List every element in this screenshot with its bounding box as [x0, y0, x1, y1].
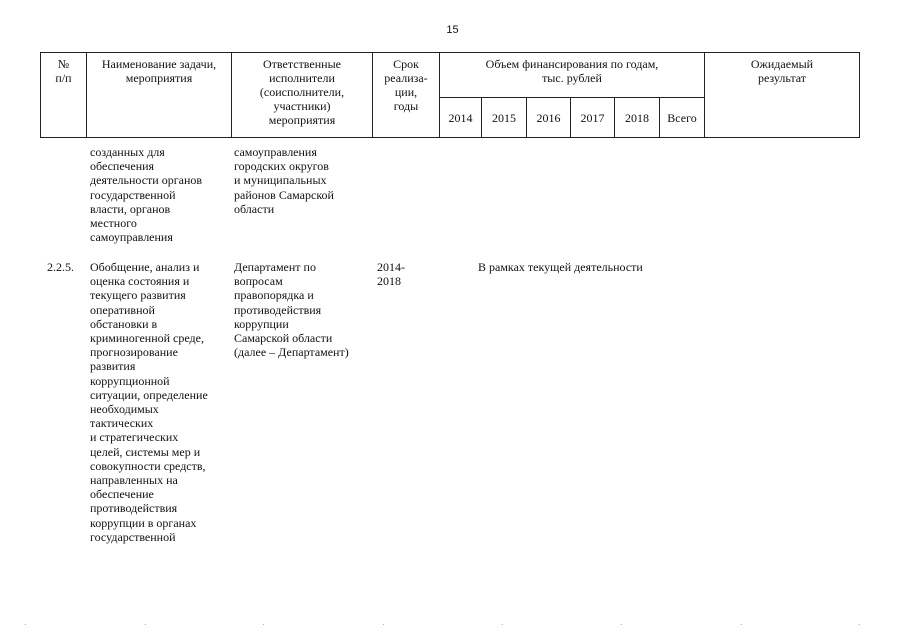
- row-number: 2.2.5.: [47, 260, 74, 274]
- scan-dot: .: [858, 618, 861, 627]
- scan-dot: .: [144, 618, 147, 627]
- page-number: 15: [446, 24, 459, 36]
- scan-dot: .: [382, 618, 385, 627]
- header-term: Срок реализа- ции, годы: [373, 53, 440, 138]
- header-year-2016: 2016: [527, 98, 571, 138]
- header-year-2017: 2017: [571, 98, 615, 138]
- header-year-2014: 2014: [440, 98, 482, 138]
- header-year-2018: 2018: [615, 98, 660, 138]
- row-funding-note: В рамках текущей деятельности: [478, 260, 643, 274]
- header-task: Наименование задачи, мероприятия: [87, 53, 232, 138]
- header-total: Всего: [660, 98, 705, 138]
- scan-dot: .: [740, 618, 743, 627]
- table-header: [40, 52, 860, 138]
- header-result: Ожидаемый результат: [705, 53, 860, 138]
- scan-dot: .: [24, 618, 27, 627]
- continuation-executors-text: самоуправления городских округов и муниципальных районов Самарской области: [234, 145, 334, 216]
- row-executors-text: Департамент по вопросам правопорядка и противодействия коррупции Самарской области (далее – Департамент): [234, 260, 349, 360]
- scan-dot: .: [501, 618, 504, 627]
- scan-dot: .: [262, 618, 265, 627]
- scan-dot: .: [620, 618, 623, 627]
- row-term-text: 2014- 2018: [377, 260, 405, 289]
- header-year-2015: 2015: [482, 98, 527, 138]
- continuation-task-text: созданных для обеспечения деятельности органов государственной власти, органов местного самоуправления: [90, 145, 203, 245]
- header-executors: Ответственные исполнители (соисполнители, участники) мероприятия: [232, 53, 373, 138]
- header-funding: Объем финансирования по годам, тыс. рублей: [440, 53, 705, 98]
- row-task-text: Обобщение, анализ и оценка состояния и текущего развития оперативной обстановки в криминогенной среде, прогнозирование развития коррупционной ситуации, определение необходимых тактических и стратегических целей, системы мер и совокупности средств, направленных на обеспечение противодействия коррупции в органах государственной: [90, 260, 208, 544]
- header-number: № п/п: [41, 53, 87, 138]
